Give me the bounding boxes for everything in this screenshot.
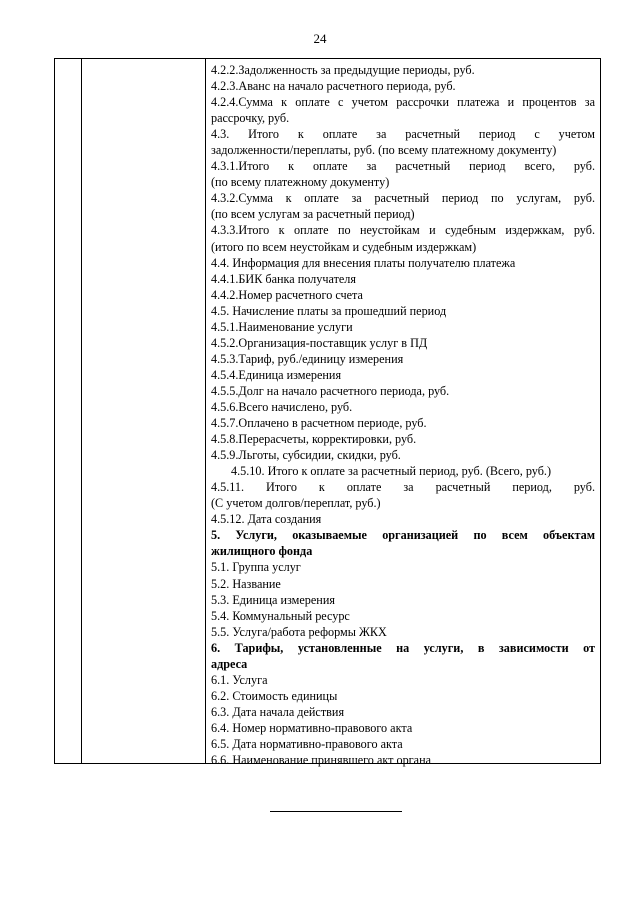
page-number: 24 — [313, 31, 327, 46]
text-line: 6.1. Услуга — [211, 672, 268, 687]
text-line: 4.5. Начисление платы за прошедший период — [211, 303, 447, 318]
text-line: 4.3.1.Итого к оплате за расчетный период всего, руб. — [211, 159, 595, 174]
text-line: (итого по всем неустойкам и судебным издержкам) — [211, 239, 477, 254]
table-column-description — [211, 62, 595, 768]
text-line: 4.4. Информация для внесения платы получателю платежа — [211, 255, 516, 270]
text-line: 4.4.1.БИК банка получателя — [211, 271, 356, 286]
text-line: 4.2.2.Задолженность за предыдущие периоды, руб. — [211, 63, 475, 77]
text-line: 4.2.3.Аванс на начало расчетного периода, руб. — [211, 79, 456, 94]
text-line: 4.3.3.Итого к оплате по неустойкам и судебным издержкам, руб. — [211, 223, 595, 238]
text-line: 5.4. Коммунальный ресурс — [211, 608, 350, 623]
text-line: 5.5. Услуга/работа реформы ЖКХ — [211, 624, 387, 639]
text-line: 4.5.8.Перерасчеты, корректировки, руб. — [211, 432, 417, 447]
text-line: 4.3. Итого к оплате за расчетный период с учетом — [211, 127, 595, 142]
text-line: 4.5.1.Наименование услуги — [211, 319, 353, 334]
text-line: 6. Тарифы, установленные на услуги, в зависимости от — [211, 640, 595, 655]
text-line: 6.3. Дата начала действия — [211, 704, 345, 719]
text-line: 5.3. Единица измерения — [211, 592, 335, 607]
text-line: 4.5.3.Тариф, руб./единицу измерения — [211, 351, 404, 366]
text-line: 4.4.2.Номер расчетного счета — [211, 287, 363, 302]
text-line: 4.5.9.Льготы, субсидии, скидки, руб. — [211, 448, 401, 463]
text-line: 4.5.7.Оплачено в расчетном периоде, руб. — [211, 416, 427, 431]
text-line: (С учетом долгов/переплат, руб.) — [211, 496, 381, 511]
text-line: 6.6. Наименование принявшего акт органа — [211, 753, 432, 768]
text-line: задолженности/переплаты, руб. (по всему платежному документу) — [211, 143, 557, 158]
text-line: 4.5.4.Единица измерения — [211, 367, 342, 382]
text-line: 5.2. Название — [211, 576, 281, 591]
text-line: 4.5.10. Итого к оплате за расчетный период, руб. (Всего, руб.) — [231, 464, 552, 479]
table-column-number — [55, 59, 82, 763]
text-line: 6.5. Дата нормативно-правового акта — [211, 736, 403, 751]
table-column-name — [81, 59, 206, 763]
text-line: 6.2. Стоимость единицы — [211, 688, 338, 703]
text-line: (по всему платежному документу) — [211, 175, 390, 190]
text-line: 4.3.2.Сумма к оплате за расчетный период по услугам, руб. — [211, 191, 595, 206]
text-line: адреса — [211, 656, 248, 671]
text-line: 4.5.2.Организация-поставщик услуг в ПД — [211, 335, 428, 350]
text-line: 6.4. Номер нормативно-правового акта — [211, 720, 413, 735]
text-line: рассрочку, руб. — [211, 111, 290, 126]
footer-divider — [270, 811, 402, 812]
text-line: 4.2.4.Сумма к оплате с учетом рассрочки платежа и процентов за — [211, 95, 595, 110]
text-line: 4.5.12. Дата создания — [211, 512, 322, 527]
text-line: жилищного фонда — [211, 544, 313, 559]
text-line: 5.1. Группа услуг — [211, 560, 301, 575]
text-line: (по всем услугам за расчетный период) — [211, 207, 415, 222]
text-line: 4.5.6.Всего начислено, руб. — [211, 399, 353, 414]
text-line: 4.5.5.Долг на начало расчетного периода, руб. — [211, 383, 450, 398]
text-line: 5. Услуги, оказываемые организацией по всем объектам — [211, 528, 595, 543]
text-line: 4.5.11. Итого к оплате за расчетный период, руб. — [211, 480, 595, 495]
document-table — [54, 58, 601, 768]
